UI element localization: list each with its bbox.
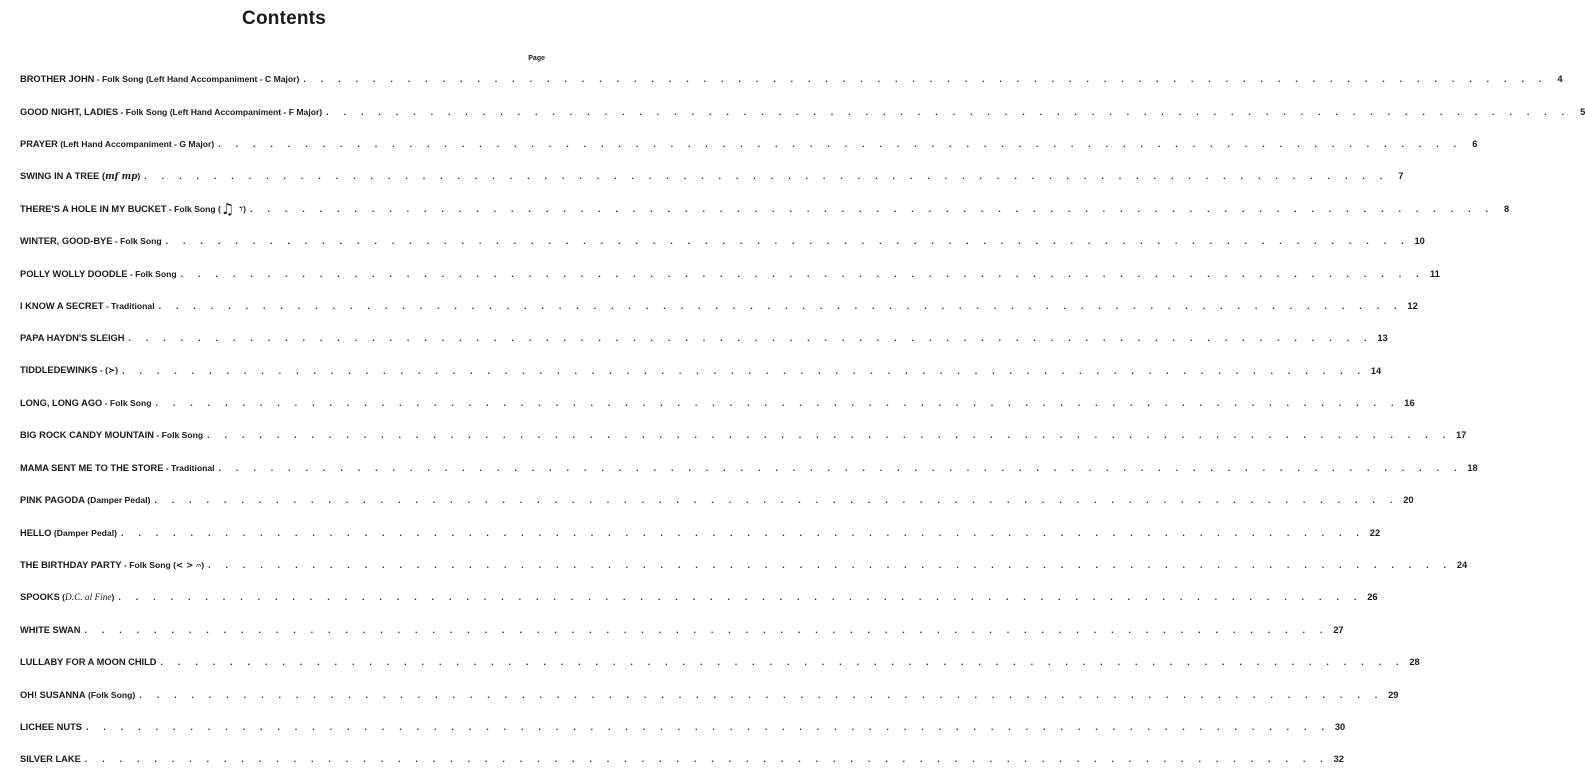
toc-entry-title: BROTHER JOHN - Folk Song (Left Hand Accompaniment - C Major)	[20, 74, 300, 85]
dot-leader: . . . . . . . . . . . . . . . . . . . . . . . . . . . . . . . . . . . . . . . . . . . . . . . . . . . . . . . . . . . . . . . . . . . . . . . .	[250, 203, 1495, 214]
toc-entry[interactable]	[20, 387, 1415, 419]
toc-entry-subtitle: - Folk Song (	[121, 559, 177, 570]
toc-entry[interactable]	[20, 160, 1404, 192]
toc-entry-page-number: 30	[1334, 722, 1346, 732]
toc-entry-page-number: 27	[1333, 624, 1344, 635]
toc-entry-title: SWING IN A TREE (mf mp)	[20, 170, 141, 182]
toc-entry-title: BIG ROCK CANDY MOUNTAIN - Folk Song	[20, 430, 204, 441]
toc-entry[interactable]	[20, 452, 1478, 484]
dot-leader: . . . . . . . . . . . . . . . . . . . . . . . . . . . . . . . . . . . . . . . . . . . . . . . . . . . . . . . . . . . . . . . . . . . . . . . .	[120, 527, 1366, 538]
page-column-label: Page	[528, 55, 545, 62]
toc-entry[interactable]	[20, 257, 1440, 289]
dot-leader: . . . . . . . . . . . . . . . . . . . . . . . . . . . . . . . . . . . . . . . . . . . . . . . . . . . . . . . . . . . . . . . . . . . . . . . .	[158, 300, 1403, 311]
toc-entry-title: PINK PAGODA (Damper Pedal)	[20, 495, 151, 506]
toc-entry-page-number: 11	[1429, 268, 1440, 279]
toc-entry-title: LICHEE NUTS	[20, 722, 82, 732]
toc-entry-title: POLLY WOLLY DOODLE - Folk Song	[20, 268, 177, 279]
dynamics-marks: mf mp	[105, 171, 138, 182]
toc-entry-title: LULLABY FOR A MOON CHILD	[20, 657, 157, 668]
dot-leader: . . . . . . . . . . . . . . . . . . . . . . . . . . . . . . . . . . . . . . . . . . . . . . . . . . . . . . . . . . . . . . . . . . . . . . . .	[128, 333, 1373, 344]
toc-entry-page-number: 24	[1456, 560, 1468, 571]
toc-entry-closing: )	[115, 365, 119, 376]
toc-entry-page-number: 17	[1455, 430, 1467, 441]
toc-entry-page-number: 7	[1398, 171, 1404, 182]
music-notes-icon: ♫ 𝄾	[220, 199, 244, 218]
toc-entry[interactable]	[20, 484, 1414, 516]
toc-entry-page-number: 12	[1407, 300, 1418, 311]
toc-entry-page-number: 10	[1414, 236, 1425, 247]
toc-entry-title: TIDDLEDEWINKS - (≻)	[20, 365, 119, 377]
page-title: Contents	[242, 8, 326, 29]
toc-entry-title: SILVER LAKE	[20, 754, 81, 765]
toc-entry-title: WHITE SWAN	[20, 624, 81, 635]
toc-entry-italic: D.C. al Fine	[65, 592, 112, 603]
dot-leader: . . . . . . . . . . . . . . . . . . . . . . . . . . . . . . . . . . . . . . . . . . . . . . . . . . . . . . . . . . . . . . . . . . . . . . . .	[303, 74, 1548, 85]
dot-leader: . . . . . . . . . . . . . . . . . . . . . . . . . . . . . . . . . . . . . . . . . . . . . . . . . . . . . . . . . . . . . . . . . . . . . . . .	[218, 462, 1463, 473]
toc-entry-page-number: 20	[1403, 495, 1414, 506]
toc-entry-page-number: 29	[1388, 689, 1399, 700]
toc-entry-page-number: 18	[1467, 462, 1478, 473]
toc-entry[interactable]	[20, 614, 1344, 646]
toc-entry-page-number: 16	[1404, 398, 1415, 409]
toc-entry-title: THE BIRTHDAY PARTY - Folk Song (< > 𝄐)	[20, 559, 205, 571]
toc-entry-page-number: 22	[1369, 527, 1381, 538]
toc-entry-page-number: 8	[1504, 203, 1510, 214]
toc-entry-subtitle: - Folk Song	[102, 398, 152, 409]
toc-entry[interactable]	[20, 63, 1563, 95]
dot-leader: . . . . . . . . . . . . . . . . . . . . . . . . . . . . . . . . . . . . . . . . . . . . . . . . . . . . . . . . . . . . . . . . . . . . . . . .	[154, 495, 1399, 506]
toc-entry-subtitle: (Damper Pedal)	[51, 527, 117, 538]
toc-entry-page-number: 32	[1333, 754, 1344, 765]
dot-leader: . . . . . . . . . . . . . . . . . . . . . . . . . . . . . . . . . . . . . . . . . . . . . . . . . . . . . . . . . . . . . . . . . . . . . . . .	[208, 560, 1453, 571]
toc-entry-title: I KNOW A SECRET - Traditional	[20, 300, 155, 311]
toc-entry-subtitle: - Folk Song	[127, 268, 177, 279]
toc-entry-title: SPOOKS (D.C. al Fine)	[20, 591, 115, 603]
toc-entry-subtitle: (Damper Pedal)	[84, 495, 151, 506]
dot-leader: . . . . . . . . . . . . . . . . . . . . . . . . . . . . . . . . . . . . . . . . . . . . . . . . . . . . . . . . . . . . . . . . . . . . . . . .	[218, 138, 1463, 149]
toc-entry-page-number: 4	[1557, 74, 1563, 85]
toc-entry-subtitle: (	[59, 591, 66, 602]
toc-entry[interactable]	[20, 646, 1420, 678]
dot-leader: . . . . . . . . . . . . . . . . . . . . . . . . . . . . . . . . . . . . . . . . . . . . . . . . . . . . . . . . . . . . . . . . . . . . . . . .	[85, 722, 1331, 732]
dot-leader: . . . . . . . . . . . . . . . . . . . . . . . . . . . . . . . . . . . . . . . . . . . . . . . . . . . . . . . . . . . . . . . . . . . . . . . .	[207, 430, 1452, 441]
toc-entry[interactable]	[20, 516, 1381, 548]
toc-entry[interactable]	[20, 743, 1344, 775]
toc-entry-page-number: 13	[1377, 333, 1388, 344]
toc-entry-title: PAPA HAYDN'S SLEIGH	[20, 333, 125, 344]
toc-entry-title: MAMA SENT ME TO THE STORE - Traditional	[20, 462, 215, 473]
dot-leader: . . . . . . . . . . . . . . . . . . . . . . . . . . . . . . . . . . . . . . . . . . . . . . . . . . . . . . . . . . . . . . . . . . . . . . . .	[118, 592, 1363, 603]
toc-entry-subtitle: - Folk Song (	[166, 203, 221, 214]
toc-entry[interactable]	[20, 419, 1467, 451]
toc-entry-title: OH! SUSANNA (Folk Song)	[20, 689, 136, 700]
toc-entry-subtitle: - Folk Song	[112, 236, 162, 247]
dot-leader: . . . . . . . . . . . . . . . . . . . . . . . . . . . . . . . . . . . . . . . . . . . . . . . . . . . . . . . . . . . . . . . . . . . . . . . .	[155, 398, 1400, 409]
toc-entry-closing: )	[243, 203, 247, 214]
dot-leader: . . . . . . . . . . . . . . . . . . . . . . . . . . . . . . . . . . . . . . . . . . . . . . . . . . . . . . . . . . . . . . . . . . . . . . . .	[180, 268, 1425, 279]
toc-entry-subtitle: - (	[97, 365, 108, 376]
toc-entry-page-number: 28	[1409, 657, 1420, 668]
toc-entry-subtitle: (Left Hand Accompaniment - G Major)	[57, 138, 215, 149]
toc-entry-title: PRAYER (Left Hand Accompaniment - G Major)	[20, 138, 215, 149]
toc-entry-subtitle: (Folk Song)	[85, 689, 136, 700]
toc-entry-page-number: 5	[1580, 106, 1585, 117]
dot-leader: . . . . . . . . . . . . . . . . . . . . . . . . . . . . . . . . . . . . . . . . . . . . . . . . . . . . . . . . . . . . . . . . . . . . . . . .	[326, 106, 1571, 117]
dot-leader: . . . . . . . . . . . . . . . . . . . . . . . . . . . . . . . . . . . . . . . . . . . . . . . . . . . . . . . . . . . . . . . . . . . . . . . .	[144, 171, 1389, 182]
toc-entry[interactable]	[20, 225, 1425, 257]
toc-entry-closing: )	[111, 591, 115, 602]
toc-entry-title: HELLO (Damper Pedal)	[20, 527, 117, 538]
toc-entry-page-number: 26	[1367, 592, 1378, 603]
toc-entry[interactable]	[20, 193, 1510, 225]
toc-entry[interactable]	[20, 355, 1382, 387]
toc-entry-title: WINTER, GOOD-BYE - Folk Song	[20, 236, 162, 247]
dot-leader: . . . . . . . . . . . . . . . . . . . . . . . . . . . . . . . . . . . . . . . . . . . . . . . . . . . . . . . . . . . . . . . . . . . . . . . .	[84, 754, 1329, 765]
toc-entry[interactable]	[20, 128, 1478, 160]
toc-entry-page-number: 6	[1472, 138, 1478, 149]
toc-entry-closing: )	[137, 170, 141, 181]
toc-entry-closing: )	[201, 559, 205, 570]
toc-entry-title: THERE'S A HOLE IN MY BUCKET - Folk Song (♫ 𝄾)	[20, 199, 247, 218]
dot-leader: . . . . . . . . . . . . . . . . . . . . . . . . . . . . . . . . . . . . . . . . . . . . . . . . . . . . . . . . . . . . . . . . . . . . . . . .	[160, 657, 1405, 668]
dot-leader: . . . . . . . . . . . . . . . . . . . . . . . . . . . . . . . . . . . . . . . . . . . . . . . . . . . . . . . . . . . . . . . . . . . . . . . .	[84, 624, 1329, 635]
toc-entry[interactable]	[20, 95, 1585, 127]
music-symbol-icon: < > 𝄐	[176, 560, 202, 571]
toc-entry-subtitle: - Folk Song (Left Hand Accompaniment - C Major)	[94, 74, 300, 85]
toc-entry-page-number: 14	[1370, 365, 1382, 376]
toc-entry-subtitle: - Traditional	[103, 300, 155, 311]
toc-entry[interactable]	[20, 678, 1399, 710]
dot-leader: . . . . . . . . . . . . . . . . . . . . . . . . . . . . . . . . . . . . . . . . . . . . . . . . . . . . . . . . . . . . . . . . . . . . . . . .	[122, 365, 1367, 376]
toc-entry[interactable]	[20, 290, 1418, 322]
toc-entry-subtitle: - Folk Song (Left Hand Accompaniment - F Major)	[118, 106, 323, 117]
toc-entry-subtitle: - Traditional	[163, 462, 215, 473]
toc-entry[interactable]	[20, 711, 1346, 743]
dot-leader: . . . . . . . . . . . . . . . . . . . . . . . . . . . . . . . . . . . . . . . . . . . . . . . . . . . . . . . . . . . . . . . . . . . . . . . .	[139, 689, 1384, 700]
music-symbol-icon: ≻	[107, 366, 116, 377]
toc-entry[interactable]	[20, 322, 1388, 354]
dot-leader: . . . . . . . . . . . . . . . . . . . . . . . . . . . . . . . . . . . . . . . . . . . . . . . . . . . . . . . . . . . . . . . . . . . . . . . .	[165, 236, 1410, 247]
toc-entry[interactable]	[20, 581, 1378, 613]
toc-entry[interactable]	[20, 549, 1468, 581]
table-of-contents	[20, 63, 1585, 776]
toc-entry-title: LONG, LONG AGO - Folk Song	[20, 398, 152, 409]
toc-entry-title: GOOD NIGHT, LADIES - Folk Song (Left Hand Accompaniment - F Major)	[20, 106, 323, 117]
toc-entry-subtitle: - Folk Song	[153, 430, 204, 441]
